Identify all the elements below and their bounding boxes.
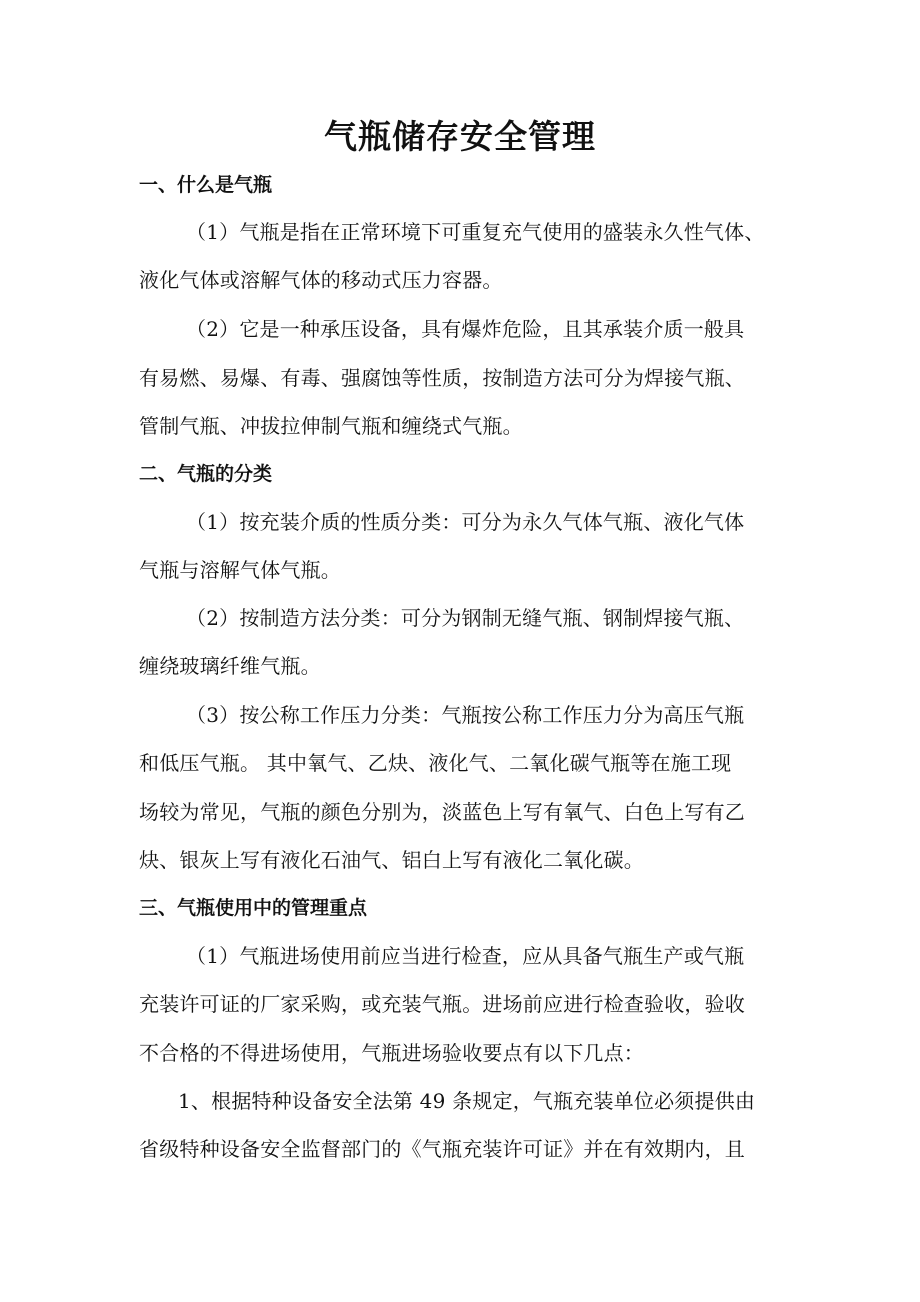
paragraph-line: 管制气瓶、冲拔拉伸制气瓶和缠绕式气瓶。 [139,414,523,438]
paragraph-line: 缠绕玻璃纤维气瓶。 [139,654,321,678]
paragraph-line: 有易燃、易爆、有毒、强腐蚀等性质，按制造方法可分为焊接气瓶、 [139,366,745,390]
section-heading-3: 三、气瓶使用中的管理重点 [139,897,368,919]
section-heading-1: 一、什么是气瓶 [139,174,273,196]
paragraph-line: 场较为常见，气瓶的颜色分别为，淡蓝色上写有氧气、白色上写有乙 [139,800,745,824]
paragraph-line: （1）按充装介质的性质分类：可分为永久气体气瓶、液化气体 [186,510,745,534]
section-heading-2: 二、气瓶的分类 [139,463,273,485]
paragraph-line: （1）气瓶是指在正常环境下可重复充气使用的盛装永久性气体、 [186,220,765,244]
paragraph-line: （3）按公称工作压力分类：气瓶按公称工作压力分为高压气瓶 [186,703,745,727]
paragraph-line: 和低压气瓶。 其中氧气、乙炔、液化气、二氧化碳气瓶等在施工现 [139,751,732,775]
paragraph-line: （2）按制造方法分类：可分为钢制无缝气瓶、钢制焊接气瓶、 [186,606,745,630]
paragraph-line: 1、根据特种设备安全法第 49 条规定，气瓶充装单位必须提供由 [178,1089,756,1113]
paragraph-line: 气瓶与溶解气体气瓶。 [139,558,341,582]
page-title: 气瓶储存安全管理 [324,117,596,156]
paragraph-line: 省级特种设备安全监督部门的《气瓶充装许可证》并在有效期内，且 [139,1137,745,1161]
paragraph-line: （2）它是一种承压设备，具有爆炸危险，且其承装介质一般具 [186,317,745,341]
paragraph-line: 液化气体或溶解气体的移动式压力容器。 [139,268,503,292]
paragraph-line: 充装许可证的厂家采购，或充装气瓶。进场前应进行检查验收，验收 [139,992,745,1016]
paragraph-line: （1）气瓶进场使用前应当进行检查，应从具备气瓶生产或气瓶 [186,944,745,968]
paragraph-line: 炔、银灰上写有液化石油气、铝白上写有液化二氧化碳。 [139,848,644,872]
paragraph-line: 不合格的不得进场使用，气瓶进场验收要点有以下几点： [139,1041,644,1065]
